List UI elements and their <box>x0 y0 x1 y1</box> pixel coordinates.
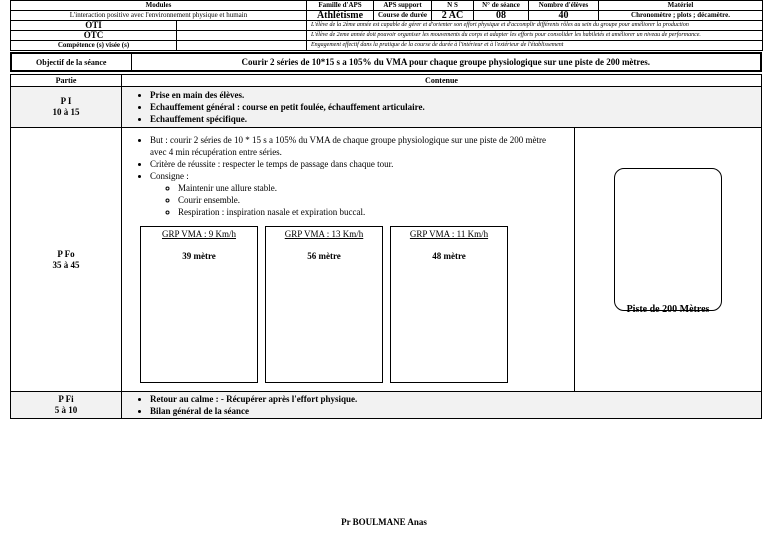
competence-row <box>11 41 763 51</box>
list-item: • Critère de réussite : respecter le temps de passage dans chaque tour. <box>150 158 564 170</box>
track-diagram <box>614 168 722 311</box>
group-box <box>140 226 258 383</box>
pi-list <box>122 89 761 125</box>
list-item: • But : courir 2 séries de 10 * 15 s a 105% du VMA de chaque groupe physiologique sur une piste de 200 mètre avec 4 min récupération entre séries. <box>150 134 564 158</box>
ns-value: 2 AC <box>432 11 474 21</box>
header-table <box>10 0 763 51</box>
pfi-content <box>122 392 762 419</box>
objective-row <box>11 53 761 71</box>
nb-eleves-value: 40 <box>529 11 599 21</box>
list-item: ◦ Maintenir une allure stable. <box>178 182 564 194</box>
group-title: GRP VMA : 13 Km/h <box>284 229 364 239</box>
pfi-time: 5 à 10 <box>54 405 78 415</box>
oti-text-start <box>177 21 181 30</box>
objective-table <box>10 52 762 72</box>
competence-label-cell <box>11 41 307 51</box>
otc-text: L'élève de 2eme année doit pouvoir organiser les mouvements du corps et adapter les efforts pour consolider les habiletés et améliorer un niveau de performance. <box>307 31 763 41</box>
oti-label-cell <box>11 21 307 31</box>
pi-time: 10 à 15 <box>52 107 80 117</box>
oti-text: L'élève de la 2ème année est capable de gérer et d'orienter son effort physique et d'accomplir différents rôles au sein du groupe pour améliorer la production <box>307 21 763 31</box>
list-item: • Prise en main des élèves. <box>150 89 761 101</box>
group-distance: 39 mètre <box>182 251 216 261</box>
content-table <box>10 74 762 419</box>
pi-content <box>122 87 762 128</box>
pfo-time: 35 à 45 <box>52 259 80 270</box>
group-box <box>265 226 383 383</box>
consigne-label: Consigne : <box>150 171 189 181</box>
materiel-value: Chronomètre ; plots ; décamètre. <box>599 11 763 21</box>
group-box <box>390 226 508 383</box>
list-item: ◦ Respiration : inspiration nasale et expiration buccal. <box>178 206 564 218</box>
pfi-list <box>122 393 761 417</box>
track-cell <box>575 128 762 392</box>
otc-label-cell <box>11 31 307 41</box>
lesson-sheet <box>10 0 762 419</box>
values-row <box>11 11 763 21</box>
famille-value: Athlétisme <box>307 11 374 21</box>
list-item: • Echauffement général : course en petit foulée, échauffement articulaire. <box>150 101 761 113</box>
module-value: L'interaction positive avec l'environnement physique et humain <box>11 11 307 21</box>
pfo-label: P Fo <box>57 248 75 259</box>
list-item: ◦ Courir ensemble. <box>178 194 564 206</box>
objective-text: Courir 2 séries de 10*15 s a 105% du VMA pour chaque groupe physiologique sur une piste de 200 mètres. <box>131 53 761 71</box>
list-item: • Retour au calme : - Récupérer après l'effort physique. <box>150 393 761 405</box>
header-row <box>11 1 763 11</box>
oti-label: OTI <box>11 21 177 30</box>
consigne-list <box>150 182 564 218</box>
pfi-phase <box>11 392 122 419</box>
list-item <box>150 170 564 218</box>
col-famille: Famille d'APS <box>307 1 374 11</box>
col-modules: Modules <box>11 1 307 11</box>
col-contenue: Contenue <box>122 75 762 87</box>
track-label: Piste de 200 Mètres <box>626 304 710 315</box>
col-seance: N° de séance <box>474 1 529 11</box>
pfo-phase <box>11 128 122 392</box>
pi-phase <box>11 87 122 128</box>
otc-label: OTC <box>11 31 177 40</box>
pfo-content <box>122 128 575 392</box>
pfo-list <box>122 134 574 218</box>
group-title: GRP VMA : 11 Km/h <box>409 229 489 239</box>
seance-value: 08 <box>474 11 529 21</box>
oti-row <box>11 21 763 31</box>
pfi-label: P Fi <box>58 394 74 404</box>
pfo-row <box>11 128 762 392</box>
col-partie: Partie <box>11 75 122 87</box>
content-header-row <box>11 75 762 87</box>
pi-row <box>11 87 762 128</box>
groups-container <box>140 226 574 383</box>
col-nb-eleves: Nombre d'élèves <box>529 1 599 11</box>
aps-value: Course de durée <box>374 11 432 21</box>
competence-text: Engagement effectif dans la pratique de la course de durée à l'intérieur et à l'extérieur de l'établissement <box>307 41 763 51</box>
group-title: GRP VMA : 9 Km/h <box>161 229 237 239</box>
col-ns: N S <box>432 1 474 11</box>
group-distance: 48 mètre <box>432 251 466 261</box>
list-item: • Bilan général de la séance <box>150 405 761 417</box>
col-materiel: Matériel <box>599 1 763 11</box>
competence-label: Compétence (s) visée (s) <box>11 41 177 50</box>
list-item: • Echauffement spécifique. <box>150 113 761 125</box>
pi-label: P I <box>60 96 72 106</box>
pfi-row <box>11 392 762 419</box>
otc-row <box>11 31 763 41</box>
group-distance: 56 mètre <box>307 251 341 261</box>
objective-label: Objectif de la séance <box>11 53 131 71</box>
col-aps-support: APS support <box>374 1 432 11</box>
author-signature: Pr BOULMANE Anas <box>341 517 427 527</box>
